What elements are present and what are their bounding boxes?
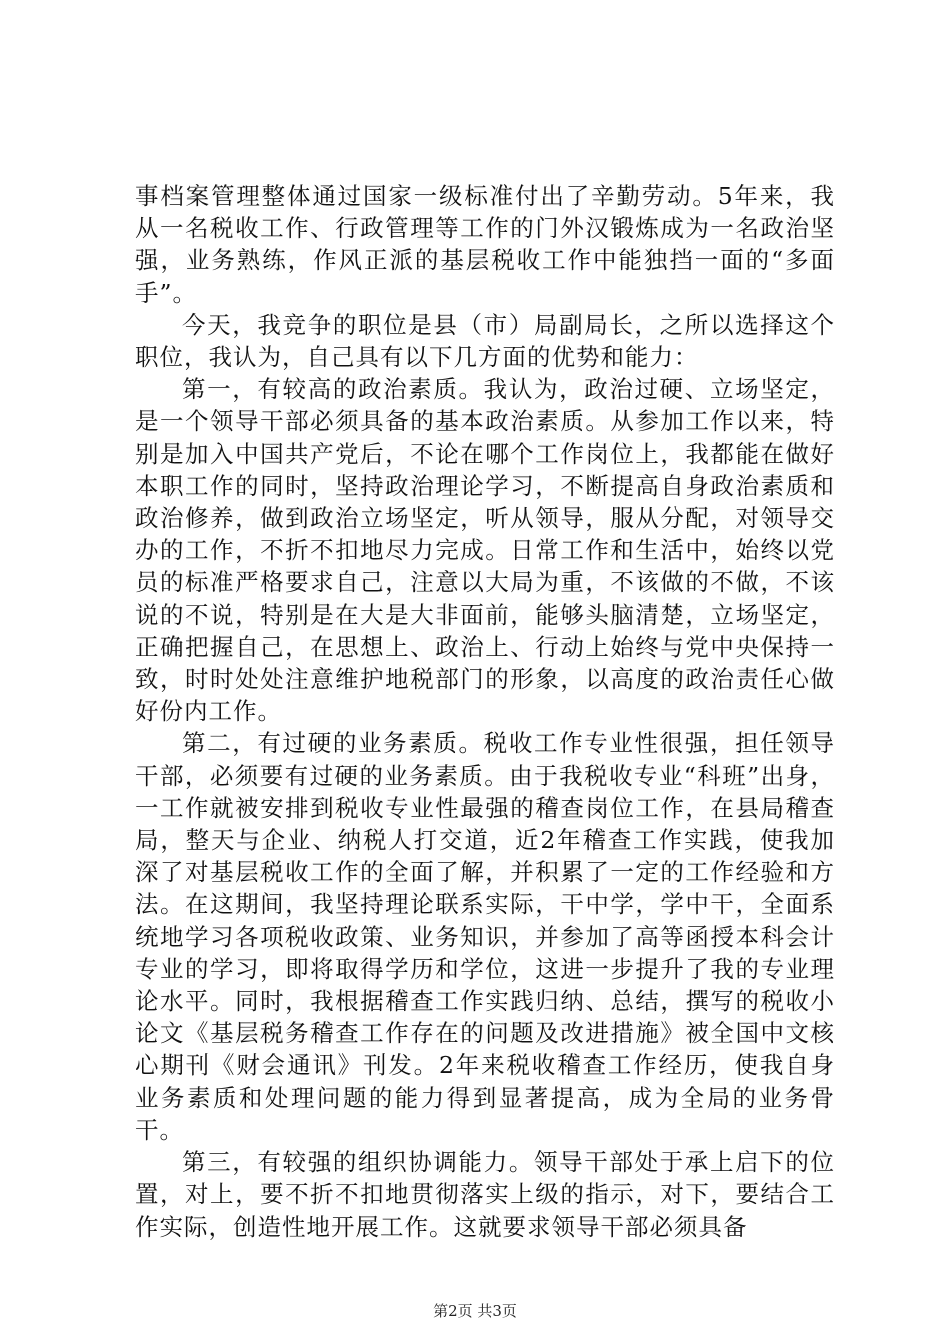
paragraph-political-quality: 第一，有较高的政治素质。我认为，政治过硬、立场坚定，是一个领导干部必须具备的基本政治素质。从参加工作以来，特别是加入中国共产党后，不论在哪个工作岗位上，我都能在做好本职工作的同时，坚持政治理论学习，不断提高自身政治素质和政治修养，做到政治立场坚定，听从领导，服从分配，对领导交办的工作，不折不扣地尽力完成。日常工作和生活中，始终以党员的标准严格要求自己，注意以大局为重，不该做的不做，不该说的不说，特别是在大是大非面前，能够头脑清楚，立场坚定，正确把握自己，在思想上、政治上、行动上始终与党中央保持一致，时时处处注意维护地税部门的形象，以高度的政治责任心做好份内工作。 bbox=[135, 375, 835, 726]
page-footer bbox=[0, 1300, 950, 1321]
document-body bbox=[135, 180, 835, 1243]
paragraph-coordination-ability: 第三，有较强的组织协调能力。领导干部处于承上启下的位置，对上，要不折不扣地贯彻落实上级的指示，对下，要结合工作实际，创造性地开展工作。这就要求领导干部必须具备 bbox=[135, 1148, 835, 1241]
paragraph-position-intro: 今天，我竞争的职位是县（市）局副局长，之所以选择这个职位，我认为，自己具有以下几方面的优势和能力： bbox=[135, 310, 835, 372]
page-number-label: 第2页 共3页 bbox=[433, 1302, 517, 1320]
paragraph-continuation: 事档案管理整体通过国家一级标准付出了辛勤劳动。5年来，我从一名税收工作、行政管理等工作的门外汉锻炼成为一名政治坚强，业务熟练，作风正派的基层税收工作中能独挡一面的“多面手”。 bbox=[135, 182, 835, 307]
paragraph-professional-quality: 第二，有过硬的业务素质。税收工作专业性很强，担任领导干部，必须要有过硬的业务素质。由于我税收专业“科班”出身，一工作就被安排到税收专业性最强的稽查岗位工作，在县局稽查局，整天与企业、纳税人打交道，近2年稽查工作实践，使我加深了对基层税收工作的全面了解，并积累了一定的工作经验和方法。在这期间，我坚持理论联系实际，干中学，学中干，全面系统地学习各项税收政策、业务知识，并参加了高等函授本科会计专业的学习，即将取得学历和学位，这进一步提升了我的专业理论水平。同时，我根据稽查工作实践归纳、总结，撰写的税收小论文《基层税务稽查工作存在的问题及改进措施》被全国中文核心期刊《财会通讯》刊发。2年来税收稽查工作经历，使我自身业务素质和处理问题的能力得到显著提高，成为全局的业务骨干。 bbox=[135, 729, 835, 1144]
